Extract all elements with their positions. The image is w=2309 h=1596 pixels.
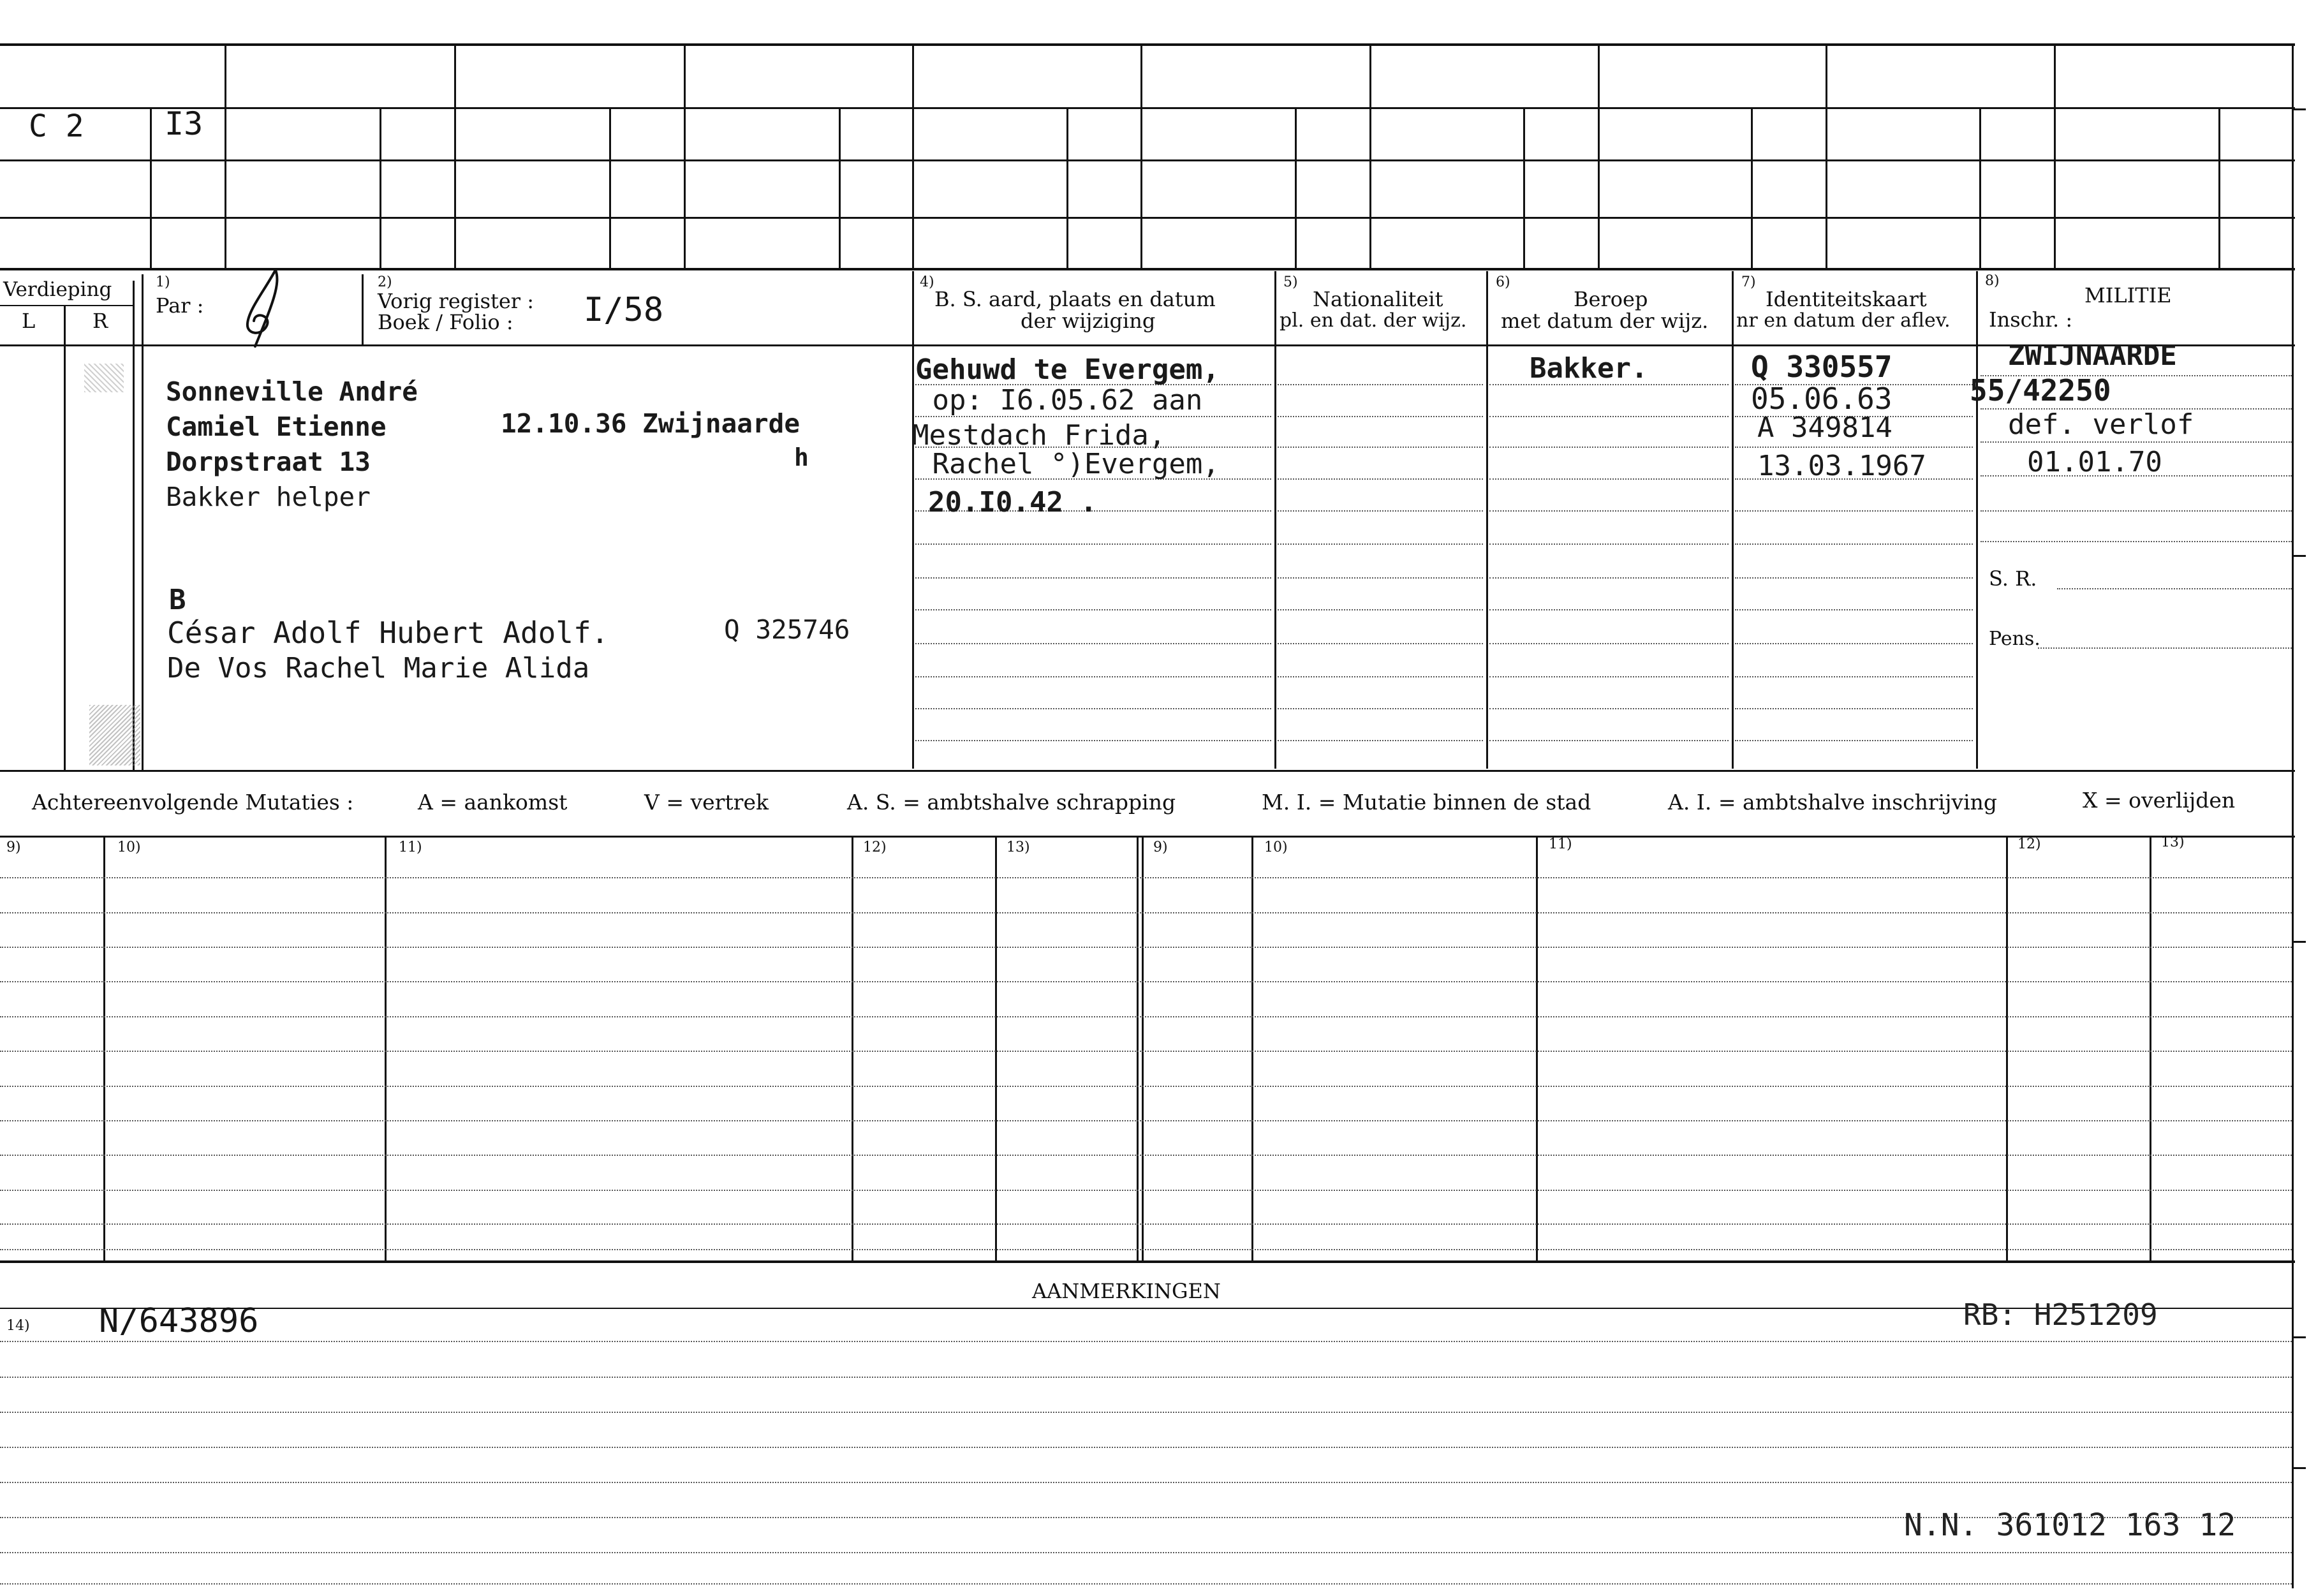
militie-line-3: def. verlof bbox=[2008, 408, 2194, 441]
signature-mark bbox=[236, 265, 306, 354]
boek-folio-value: I/58 bbox=[584, 291, 664, 329]
bs-line-5: 20.I0.42 . bbox=[928, 486, 1097, 519]
rule bbox=[915, 643, 1271, 644]
militie-line-2: 55/42250 bbox=[1970, 373, 2111, 408]
rule bbox=[0, 1583, 2292, 1585]
grid-line bbox=[225, 45, 226, 268]
margin-tick bbox=[2292, 1467, 2306, 1469]
margin-tick bbox=[2292, 1336, 2306, 1338]
rule bbox=[2038, 647, 2292, 649]
rule bbox=[1278, 577, 1483, 579]
remarks-number: 14) bbox=[6, 1318, 30, 1334]
rule bbox=[0, 1412, 2292, 1413]
col-divider bbox=[1142, 836, 1144, 1260]
speckle-mark bbox=[89, 705, 140, 765]
rule bbox=[0, 947, 2292, 948]
col-divider bbox=[995, 836, 997, 1260]
col-num: 13) bbox=[1007, 839, 1030, 855]
id-label-1: Identiteitskaart bbox=[1766, 287, 1927, 311]
rule bbox=[0, 877, 2292, 878]
beroep-value: Bakker. bbox=[1530, 352, 1648, 385]
rule bbox=[1278, 478, 1483, 480]
rule bbox=[0, 1155, 2292, 1156]
rule bbox=[915, 676, 1271, 677]
grid-line bbox=[684, 45, 686, 268]
col-num: 10) bbox=[117, 839, 141, 855]
rule bbox=[0, 1552, 2292, 1553]
rule bbox=[0, 1120, 2292, 1121]
nat-label-1: Nationaliteit bbox=[1313, 287, 1443, 311]
rule bbox=[0, 912, 2292, 913]
rule bbox=[1489, 740, 1729, 741]
margin-tick bbox=[2292, 108, 2306, 110]
rule bbox=[0, 1377, 2292, 1378]
spouse-line-2: De Vos Rachel Marie Alida bbox=[167, 652, 590, 684]
nn-number: N.N. 361012 163 12 bbox=[1904, 1507, 2236, 1543]
rule bbox=[1489, 447, 1729, 448]
rule bbox=[0, 1051, 2292, 1052]
col-divider bbox=[1732, 271, 1734, 769]
remarks-line bbox=[0, 1308, 2292, 1309]
rule bbox=[1489, 543, 1729, 545]
bs-line-2: op: I6.05.62 aan bbox=[915, 384, 1203, 417]
grid-code: C 2 bbox=[29, 108, 84, 144]
col-divider bbox=[142, 274, 144, 772]
nat-number: 5) bbox=[1283, 274, 1298, 290]
beroep-label-2: met datum der wijz. bbox=[1501, 309, 1709, 333]
boek-folio-label: Boek / Folio : bbox=[378, 310, 513, 334]
person-address: Dorpstraat 13 bbox=[166, 447, 371, 477]
rule bbox=[1489, 643, 1729, 644]
col-divider bbox=[103, 836, 105, 1260]
col-divider bbox=[385, 836, 387, 1260]
grid-line bbox=[2054, 45, 2056, 268]
col-r-label: R bbox=[92, 309, 108, 333]
speckle-mark bbox=[84, 364, 124, 392]
sr-label: S. R. bbox=[1989, 566, 2037, 591]
col-num: 12) bbox=[863, 839, 887, 855]
rule bbox=[1278, 676, 1483, 677]
rule bbox=[1735, 740, 1973, 741]
margin-tick bbox=[2292, 555, 2306, 557]
col-num: 9) bbox=[6, 839, 21, 855]
rule bbox=[1278, 708, 1483, 709]
col-divider bbox=[2150, 836, 2151, 1260]
rule bbox=[0, 1447, 2292, 1448]
grid-line bbox=[2218, 107, 2220, 268]
id-line-3: A 349814 bbox=[1757, 411, 1892, 444]
id-label-2: nr en datum der aflev. bbox=[1736, 309, 1951, 332]
mutation-as: A. S. = ambtshalve schrapping bbox=[847, 790, 1176, 815]
rule bbox=[0, 1016, 2292, 1017]
vorig-register-label: Vorig register : bbox=[378, 289, 535, 313]
col-divider bbox=[912, 271, 914, 769]
par-label: Par : bbox=[156, 293, 204, 318]
vorig-number: 2) bbox=[378, 274, 392, 290]
par-number: 1) bbox=[156, 274, 170, 290]
rule bbox=[0, 1223, 2292, 1225]
rule bbox=[0, 1249, 2292, 1250]
margin-mark: h bbox=[794, 443, 809, 471]
remarks-title: AANMERKINGEN bbox=[1032, 1279, 1221, 1303]
rule bbox=[1278, 510, 1483, 512]
mutation-v: V = vertrek bbox=[644, 790, 769, 815]
right-edge bbox=[2292, 45, 2294, 1588]
col-divider bbox=[1251, 836, 1253, 1260]
top-border bbox=[0, 43, 2295, 46]
grid-line bbox=[1066, 107, 1068, 268]
id-line-2: 05.06.63 bbox=[1751, 381, 1892, 416]
grid-line bbox=[0, 217, 2295, 219]
beroep-number: 6) bbox=[1496, 274, 1510, 290]
rule bbox=[1489, 609, 1729, 610]
col-num: 13) bbox=[2161, 834, 2185, 850]
table-bottom bbox=[0, 1260, 2295, 1263]
grid-line bbox=[1523, 107, 1525, 268]
rule bbox=[0, 1086, 2292, 1087]
rule bbox=[1278, 740, 1483, 741]
lr-divider bbox=[64, 305, 66, 772]
grid-line bbox=[1295, 107, 1297, 268]
col-num: 11) bbox=[1549, 836, 1572, 852]
col-divider bbox=[1137, 836, 1139, 1260]
grid-number: I3 bbox=[165, 105, 203, 142]
rule bbox=[1278, 416, 1483, 417]
grid-line bbox=[839, 107, 841, 268]
mutation-ai: A. I. = ambtshalve inschrijving bbox=[1668, 790, 1998, 815]
rule bbox=[1735, 543, 1973, 545]
mutation-x: X = overlijden bbox=[2083, 788, 2236, 813]
rule bbox=[1735, 577, 1973, 579]
table-top bbox=[0, 836, 2295, 838]
rule bbox=[0, 1482, 2292, 1483]
col-num: 11) bbox=[399, 839, 422, 855]
rule bbox=[1489, 416, 1729, 417]
id-line-1: Q 330557 bbox=[1751, 350, 1892, 384]
person-name-2: Camiel Etienne bbox=[166, 411, 387, 442]
rule bbox=[1489, 676, 1729, 677]
rule bbox=[915, 609, 1271, 610]
spouse-id: Q 325746 bbox=[724, 614, 850, 645]
rule bbox=[2057, 588, 2292, 589]
rule bbox=[915, 577, 1271, 579]
rule bbox=[1278, 643, 1483, 644]
bs-label-1: B. S. aard, plaats en datum bbox=[934, 287, 1216, 311]
rule bbox=[1278, 609, 1483, 610]
rule bbox=[915, 543, 1271, 545]
col-divider bbox=[362, 274, 364, 344]
rule bbox=[1981, 541, 2292, 542]
grid-line bbox=[0, 159, 2295, 161]
col-divider bbox=[1976, 271, 1978, 769]
mutation-mi: M. I. = Mutatie binnen de stad bbox=[1262, 790, 1591, 815]
rule bbox=[1489, 708, 1729, 709]
mark-b: B bbox=[169, 584, 186, 616]
bs-number: 4) bbox=[920, 274, 934, 290]
grid-line bbox=[150, 107, 152, 268]
n-number: N/643896 bbox=[99, 1302, 259, 1340]
rule bbox=[1489, 478, 1729, 480]
grid-line bbox=[380, 107, 381, 268]
col-num: 9) bbox=[1153, 839, 1168, 855]
id-number: 7) bbox=[1741, 274, 1756, 290]
rule bbox=[1489, 577, 1729, 579]
beroep-label-1: Beroep bbox=[1574, 287, 1648, 311]
rule bbox=[0, 1341, 2292, 1342]
militie-label: MILITIE bbox=[2084, 283, 2172, 307]
militie-line-4: 01.01.70 bbox=[2027, 446, 2162, 478]
rule bbox=[1489, 510, 1729, 512]
section-line bbox=[0, 770, 2295, 772]
rb-number: RB: H251209 bbox=[1963, 1297, 2158, 1332]
verdieping-label: Verdieping bbox=[3, 278, 112, 301]
rule bbox=[1981, 510, 2292, 512]
rule bbox=[1735, 609, 1973, 610]
col-divider bbox=[852, 836, 853, 1260]
col-l-label: L bbox=[22, 309, 36, 333]
nat-label-2: pl. en dat. der wijz. bbox=[1280, 309, 1467, 332]
inschr-label: Inschr. : bbox=[1989, 307, 2073, 332]
militie-number: 8) bbox=[1985, 273, 2000, 289]
rule bbox=[1735, 643, 1973, 644]
rule bbox=[0, 1190, 2292, 1191]
grid-line bbox=[1369, 45, 1371, 268]
pens-label: Pens. bbox=[1989, 628, 2040, 650]
rule bbox=[0, 981, 2292, 982]
militie-line-1: ZWIJNAARDE bbox=[2008, 339, 2177, 372]
grid-line bbox=[609, 107, 611, 268]
grid-line bbox=[0, 107, 2295, 109]
person-occupation: Bakker helper bbox=[166, 482, 371, 512]
grid-line bbox=[1826, 45, 1827, 268]
rule bbox=[1735, 708, 1973, 709]
verdieping-line bbox=[0, 305, 133, 306]
lr-divider bbox=[133, 281, 135, 772]
bs-line-1: Gehuwd te Evergem, bbox=[915, 353, 1220, 386]
col-divider bbox=[1274, 271, 1276, 769]
rule bbox=[915, 740, 1271, 741]
person-name-1: Sonneville André bbox=[166, 376, 418, 407]
grid-line bbox=[912, 45, 914, 268]
col-num: 12) bbox=[2018, 836, 2041, 852]
mutations-title: Achtereenvolgende Mutaties : bbox=[32, 790, 354, 815]
rule bbox=[1735, 447, 1973, 448]
bs-line-3: Mestdach Frida, bbox=[912, 419, 1166, 452]
grid-line bbox=[1751, 107, 1753, 268]
col-divider bbox=[2006, 836, 2008, 1260]
birth-date-place: 12.10.36 Zwijnaarde bbox=[501, 408, 800, 439]
rule bbox=[1278, 384, 1483, 385]
grid-line bbox=[454, 45, 456, 268]
margin-tick bbox=[2292, 941, 2306, 943]
rule bbox=[1735, 676, 1973, 677]
grid-line bbox=[1979, 107, 1981, 268]
spouse-line-1: César Adolf Hubert Adolf. bbox=[167, 616, 609, 650]
grid-line bbox=[1598, 45, 1600, 268]
rule bbox=[1735, 510, 1973, 512]
header-bottom-line bbox=[0, 344, 2295, 346]
grid-line bbox=[0, 268, 2295, 270]
col-num: 10) bbox=[1264, 839, 1288, 855]
bs-line-4: Rachel °)Evergem, bbox=[915, 448, 1220, 480]
rule bbox=[915, 708, 1271, 709]
mutation-a: A = aankomst bbox=[418, 790, 568, 815]
grid-line bbox=[1140, 45, 1142, 268]
col-divider bbox=[1536, 836, 1538, 1260]
rule bbox=[1278, 543, 1483, 545]
col-divider bbox=[1486, 271, 1488, 769]
bs-label-2: der wijziging bbox=[1021, 309, 1156, 333]
id-line-4: 13.03.1967 bbox=[1757, 450, 1926, 482]
rule bbox=[1278, 447, 1483, 448]
